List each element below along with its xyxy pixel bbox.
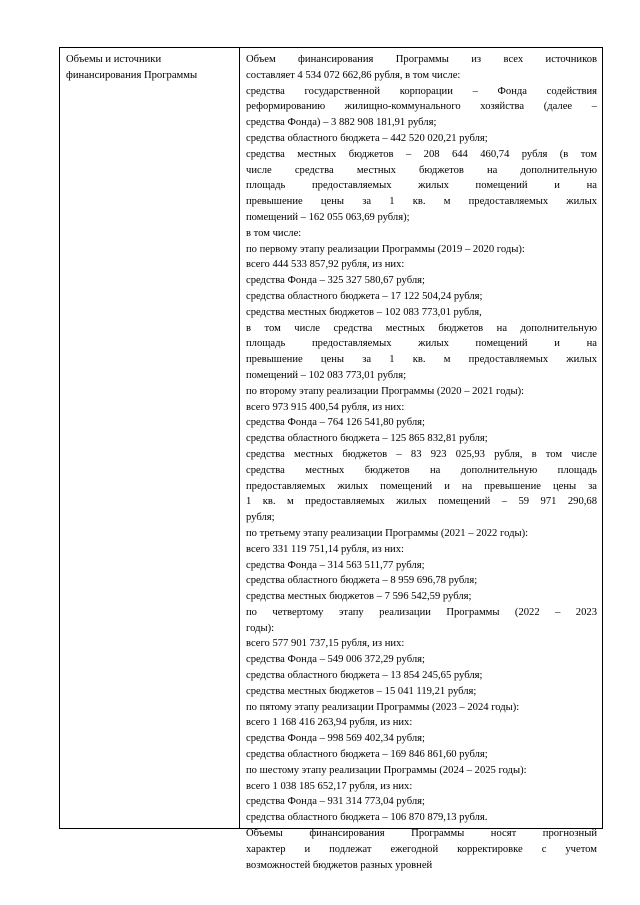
content-line: средства областного бюджета – 125 865 832,81 рубля; [246, 433, 488, 445]
content-line: всего 577 901 737,15 рубля, из них: [246, 638, 405, 650]
content-line: в том числе средства местных бюджетов на дополнительную [246, 322, 597, 334]
content-line: средства Фонда – 998 569 402,34 рубля; [246, 733, 425, 745]
content-line: средства местных бюджетов – 208 644 460,74 рубля (в том [246, 148, 597, 160]
content-line: всего 1 168 416 263,94 рубля, из них: [246, 717, 413, 729]
content-line: площадь предоставляемых жилых помещений и на [246, 338, 597, 350]
content-line: всего 973 915 400,54 рубля, из них: [246, 401, 405, 413]
content-line: реформированию жилищно-коммунального хозяйства (далее – [246, 101, 597, 113]
content-line: средства областного бюджета – 17 122 504,24 рубля; [246, 290, 483, 302]
content-line: в том числе: [246, 227, 302, 239]
content-line: площадь предоставляемых жилых помещений и на [246, 180, 597, 192]
label-line: Объемы и источники [66, 54, 162, 65]
content-line: средства местных бюджетов – 102 083 773,01 рубля, [246, 306, 482, 318]
content-line: по третьему этапу реализации Программы (2021 – 2022 годы): [246, 527, 529, 539]
content-line: по пятому этапу реализации Программы (2023 – 2024 годы): [246, 701, 520, 713]
content-line: по второму этапу реализации Программы (2020 – 2021 годы): [246, 385, 525, 397]
content-line: Объем финансирования Программы из всех источников [246, 54, 597, 65]
content-line: возможностей бюджетов разных уровней [246, 859, 433, 871]
content-line: предоставляемых жилых помещений и на превышение цены за [246, 480, 597, 492]
content-line: по четвертому этапу реализации Программы (2022 – 2023 [246, 606, 597, 618]
content-line: средства областного бюджета – 8 959 696,78 рубля; [246, 575, 478, 587]
content-line: средства государственной корпорации – Фонда содействия [246, 85, 597, 97]
financing-table [59, 47, 603, 871]
content-line: всего 444 533 857,92 рубля, из них: [246, 259, 405, 271]
content-line: средства местных бюджетов – 7 596 542,59 рубля; [246, 591, 472, 603]
content-line: средства Фонда – 314 563 511,77 рубля; [246, 559, 425, 571]
content-line: средства областного бюджета – 442 520 020,21 рубля; [246, 132, 488, 144]
content-line: характер и подлежат ежегодной корректировке с учетом [246, 843, 597, 855]
content-line: всего 1 038 185 652,17 рубля, из них: [246, 780, 413, 792]
content-line: средства Фонда) – 3 882 908 181,91 рубля; [246, 117, 437, 129]
content-line: средства областного бюджета – 106 870 879,13 рубля. [246, 812, 488, 824]
content-line: превышение цены за 1 кв. м предоставляемых жилых [246, 196, 597, 208]
content-line: рубля; [246, 512, 275, 524]
content-line: Объемы финансирования Программы носят прогнозный [246, 828, 597, 840]
content-cell [246, 52, 597, 873]
content-line: помещений – 102 083 773,01 рубля; [246, 369, 407, 381]
content-line: помещений – 162 055 063,69 рубля); [246, 211, 410, 223]
label-line: финансирования Программы [66, 69, 198, 81]
content-line: по первому этапу реализации Программы (2019 – 2020 годы): [246, 243, 525, 255]
label-cell [66, 52, 234, 84]
content-line: превышение цены за 1 кв. м предоставляемых жилых [246, 354, 597, 366]
content-line: годы): [246, 622, 275, 634]
content-line: составляет 4 534 072 662,86 рубля, в том числе: [246, 69, 461, 81]
content-line: средства Фонда – 325 327 580,67 рубля; [246, 275, 425, 287]
content-line: средства Фонда – 764 126 541,80 рубля; [246, 417, 425, 429]
content-line: средства Фонда – 931 314 773,04 рубля; [246, 796, 425, 808]
content-line: средства Фонда – 549 006 372,29 рубля; [246, 654, 425, 666]
content-line: по шестому этапу реализации Программы (2024 – 2025 годы): [246, 764, 527, 776]
content-line: средства областного бюджета – 169 846 861,60 рубля; [246, 749, 488, 761]
content-line: 1 кв. м предоставляемых жилых помещений – 59 971 290,68 [246, 496, 597, 508]
content-line: числе средства местных бюджетов на дополнительную [246, 164, 597, 176]
column-divider [239, 48, 240, 828]
content-line: всего 331 119 751,14 рубля, из них: [246, 543, 404, 555]
content-line: средства областного бюджета – 13 854 245,65 рубля; [246, 670, 483, 682]
content-line: средства местных бюджетов – 83 923 025,93 рубля, в том числе [246, 448, 597, 460]
content-line: средства местных бюджетов на дополнительную площадь [246, 464, 597, 476]
content-line: средства местных бюджетов – 15 041 119,21 рубля; [246, 685, 477, 697]
